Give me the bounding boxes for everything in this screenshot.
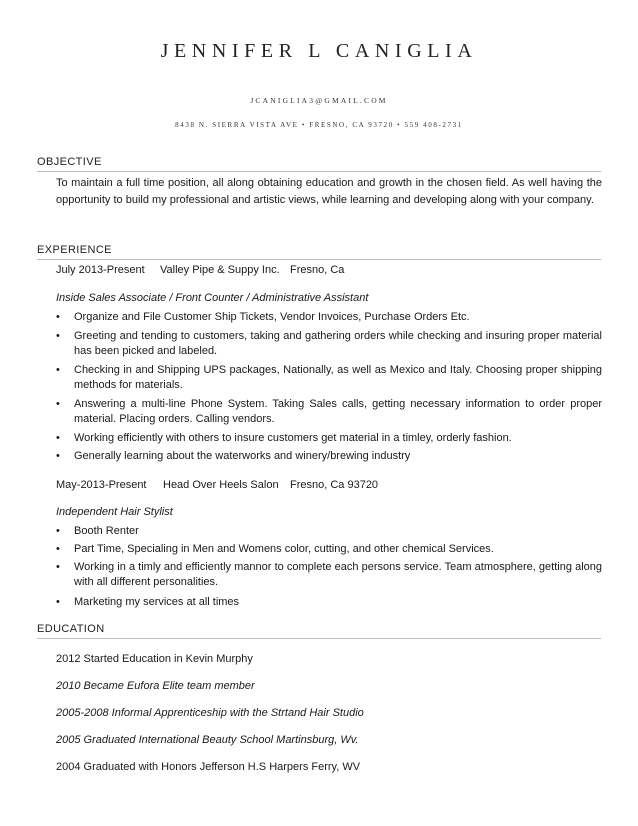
- job-header: [56, 479, 378, 491]
- job-role: Inside Sales Associate / Front Counter / Administrative Assistant: [56, 292, 369, 304]
- bullet-icon: •: [56, 450, 60, 462]
- bullet-icon: •: [56, 311, 60, 323]
- bullet-icon: •: [56, 432, 60, 444]
- experience-divider: [37, 259, 601, 260]
- objective-heading: OBJECTIVE: [37, 156, 102, 168]
- contact-address: 8438 N. SIERRA VISTA AVE • FRESNO, CA 93720 • 559 408-2731: [175, 121, 463, 129]
- education-item: 2010 Became Eufora Elite team member: [56, 680, 255, 692]
- job-employer: Head Over Heels Salon: [163, 479, 279, 491]
- education-divider: [37, 638, 601, 639]
- applicant-name: JENNIFER L CANIGLIA: [160, 40, 478, 62]
- bullet-icon: •: [56, 561, 60, 573]
- education-item: 2005 Graduated International Beauty School Martinsburg, Wv.: [56, 734, 359, 746]
- contact-email[interactable]: JCANIGLIA3@GMAIL.COM: [250, 96, 388, 105]
- bullet-icon: •: [56, 525, 60, 537]
- objective-text: To maintain a full time position, all along obtaining education and growth in the chosen field. As well having the opportunity to build my professional and artistic views, while learning and developing along with your company.: [56, 177, 602, 206]
- education-heading: EDUCATION: [37, 623, 105, 635]
- bullet-icon: •: [56, 398, 60, 410]
- bullet-icon: •: [56, 364, 60, 376]
- job-location: Fresno, Ca: [290, 264, 345, 276]
- job-date: May-2013-Present: [56, 479, 147, 491]
- job-location: Fresno, Ca 93720: [290, 479, 379, 491]
- objective-divider: [37, 171, 601, 172]
- resume-page: JENNIFER L CANIGLIA JCANIGLIA3@GMAIL.COM 8438 N. SIERRA VISTA AVE • FRESNO, CA 93720 • 559 408-2731 OBJECTIVE To maintain a full time position, all along obtaining education and growth in the chosen field. As well having the opportunity to build my professional and artistic views, while learning and developing along with your company. EXPERIENCE July 2013-Present Valley Pipe & Suppy Inc. Fresno, Ca Inside Sales Associate / Front Counter / Administrative Assistant • Organize and File Customer Ship Tickets, Vendor Invoices, Purchase Orders Etc. • Greeting and tending to customers, taking and gathering orders while checking and insuring proper material has been picked and labeled. • Checking in and Shipping UPS packages, Nationally, as well as Mexico and Italy. Choosing proper shipping methods for materials. • Answering a multi-line Phone System. Taking Sales calls, getting necessary information to order proper material. Placing orders. Calling vendors. • Working efficiently with others to insure customers get material in a timley, orderly fashion. • Generally learning about the waterworks and winery/brewing industry May-2013-Present Head Over Heels Salon Fresno, Ca 93720 Independent Hair Stylist • Booth Renter • Part Time, Specialing in Men and Womens color, cutting, and other chemical Services. • Working in a timly and efficiently mannor to complete each persons service. Team atmosphere, getting along with all different personalities. • Marketing my services at all times EDUCATION 2012 Started Education in Kevin Murphy 2010 Became Eufora Elite team member 2005-2008 Informal Apprenticeship with the Strtand Hair Studio 2005 Graduated International Beauty School Martinsburg, Wv. 2004 Graduated with Honors Jefferson H.S Harpers Ferry, WV: [0, 0, 638, 826]
- job-date: July 2013-Present: [56, 264, 145, 276]
- bullet-icon: •: [56, 543, 60, 555]
- education-item: 2004 Graduated with Honors Jefferson H.S Harpers Ferry, WV: [56, 761, 361, 773]
- experience-heading: EXPERIENCE: [37, 244, 112, 256]
- bullet-icon: •: [56, 330, 60, 342]
- education-item: 2005-2008 Informal Apprenticeship with the Strtand Hair Studio: [56, 707, 364, 719]
- bullet-icon: •: [56, 596, 60, 608]
- job-header: [56, 264, 344, 276]
- job-employer: Valley Pipe & Suppy Inc.: [160, 264, 280, 276]
- education-item: 2012 Started Education in Kevin Murphy: [56, 653, 253, 665]
- job-role: Independent Hair Stylist: [56, 506, 173, 518]
